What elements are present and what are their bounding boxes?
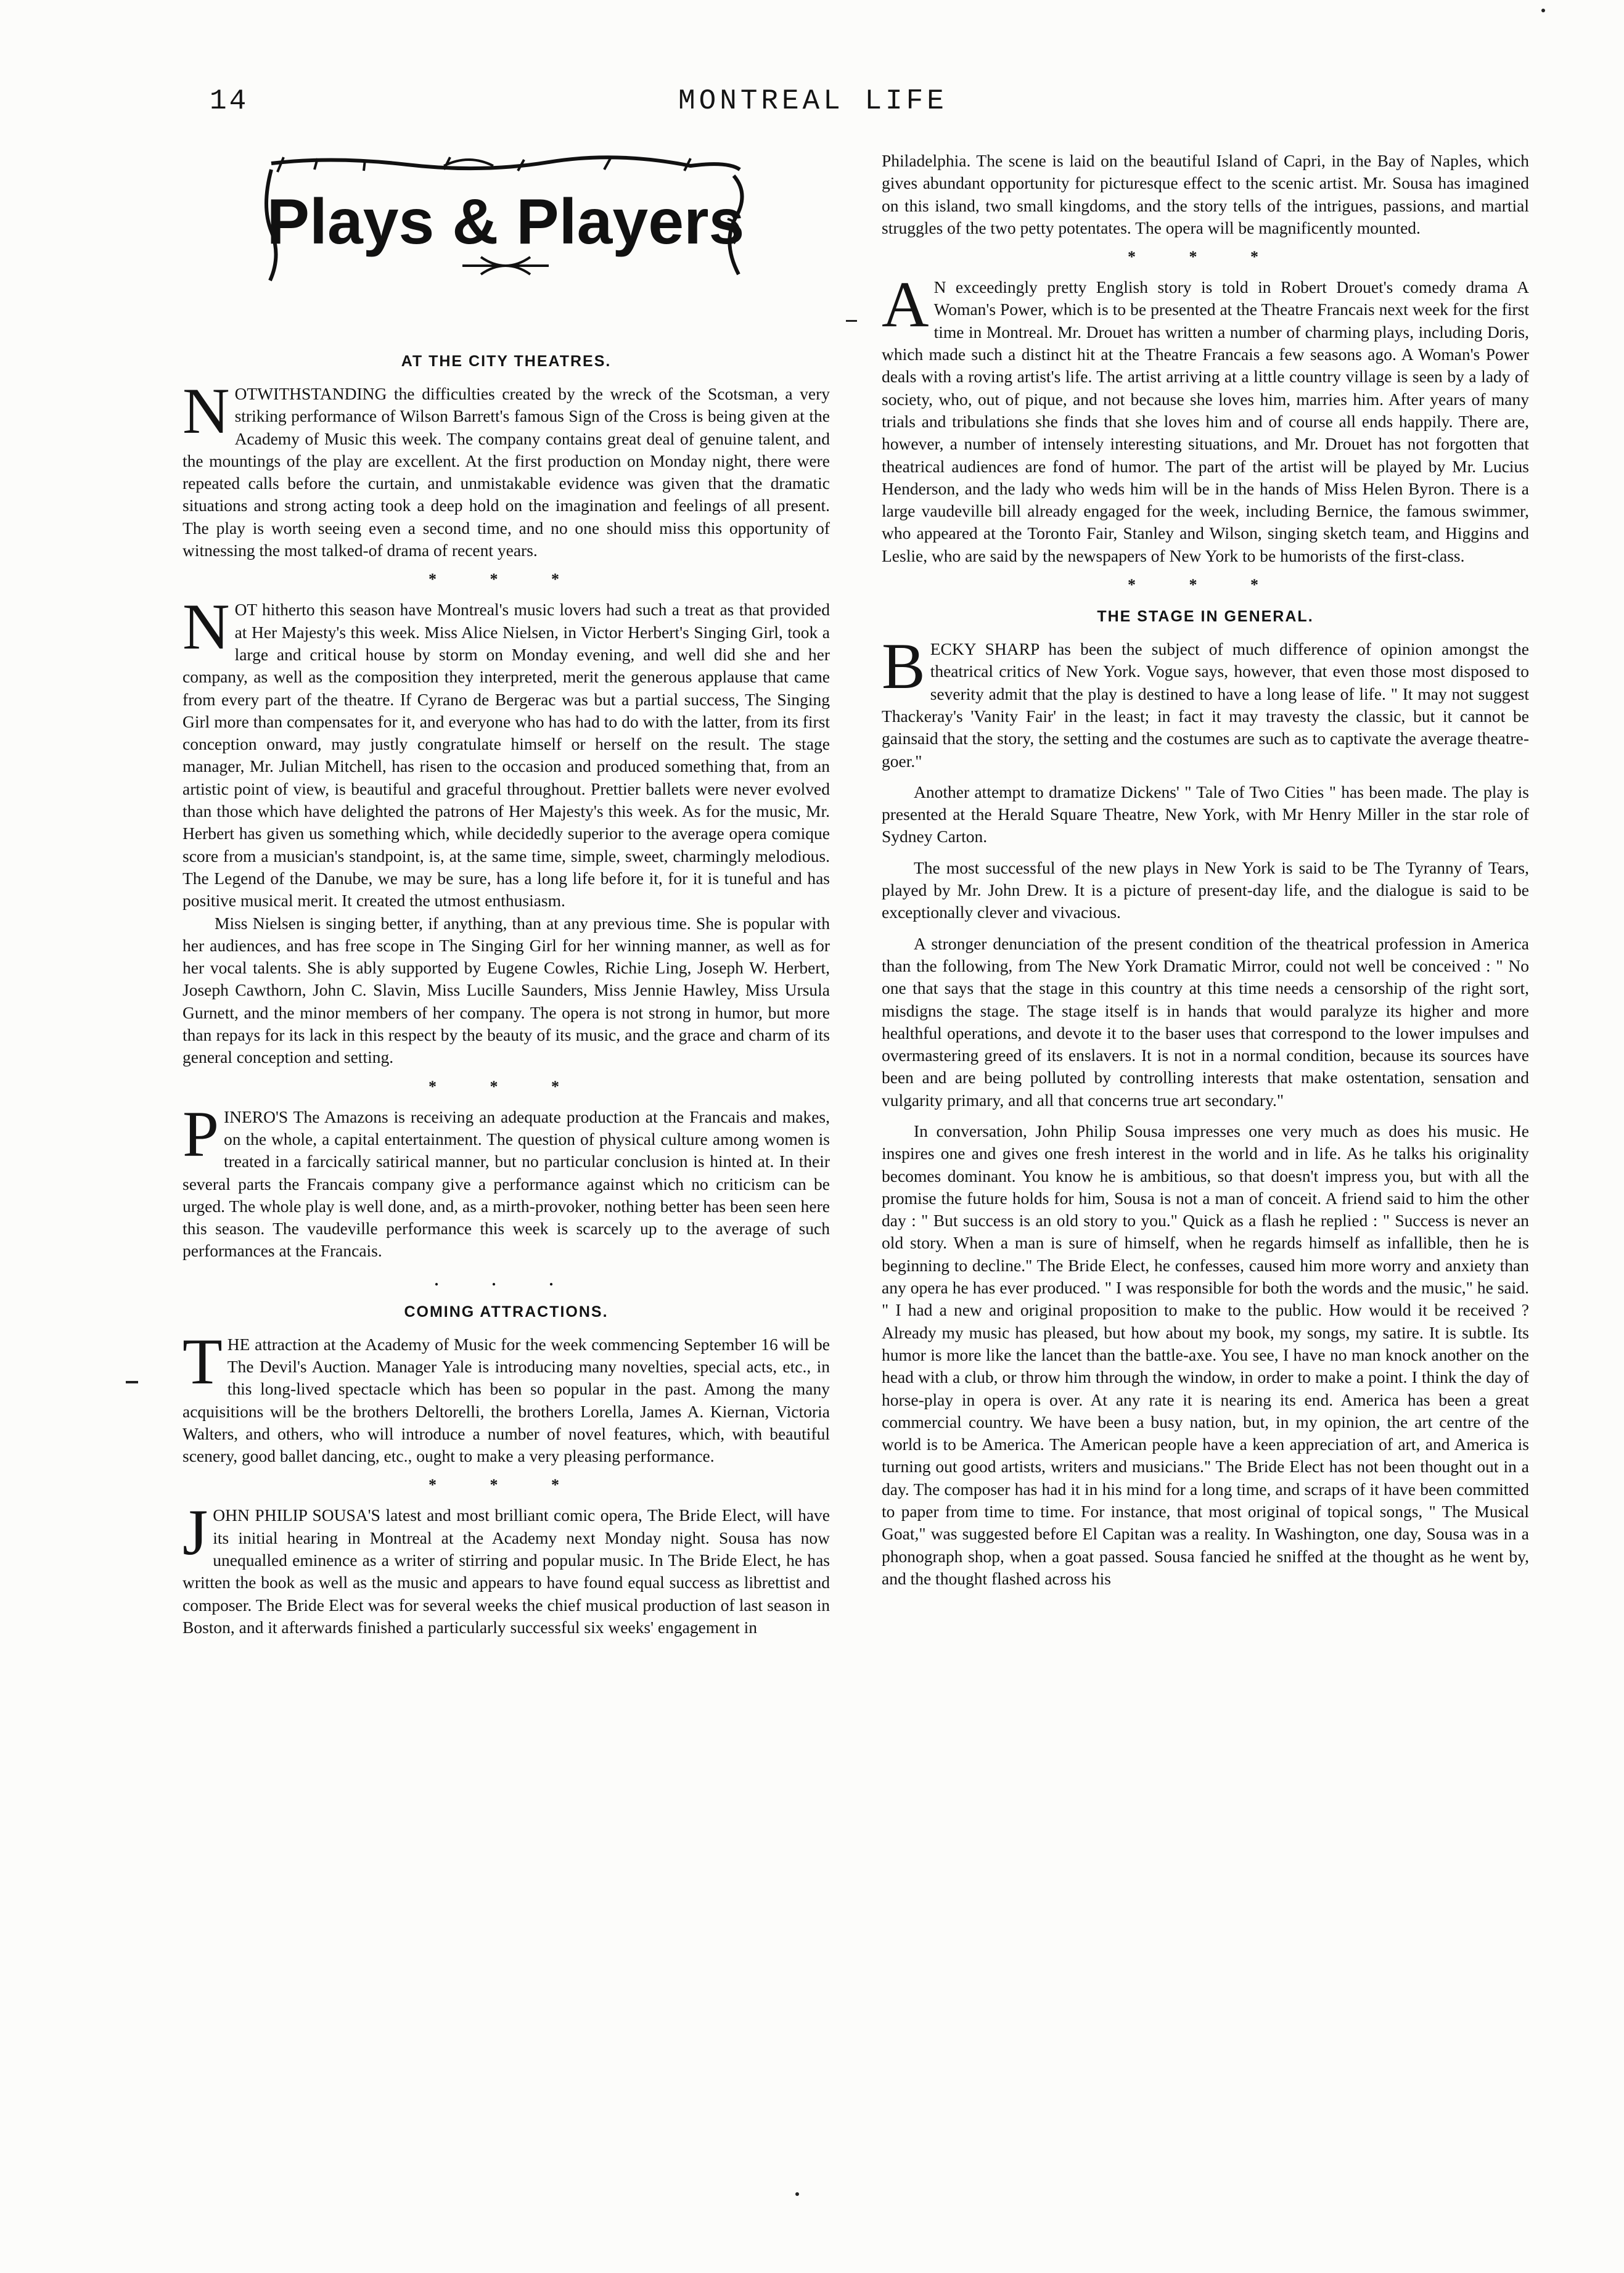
article-paragraph: AN exceedingly pretty English story is told in Robert Drouet's comedy drama A Woman's Power, which is to be presented at the Theatre Francais next week for the first time in Montreal. Mr. Drouet has written a number of charming plays, including Doris, which made such a distinct hit at the Theatre Francais a few seasons ago. A Woman's Power deals with a roving artist's life. The artist arriving at a little country village is seen by a lady of society, who, out of pique, and not because she loves him, marries him. After years of many trials and tribulations she finds that she loves him and of course all ends happily. There are, however, a number of intensely interesting situations, and Mr. Drouet has not forgotten that theatrical audiences are fond of humor. The part of the artist will be played by Mr. Lucius Henderson, and the lady who weds him will be in the hands of Miss Helen Byron. There is a large vaudeville bill already engaged for the week, including Bernice, the famous swimmer, who appeared at the Toronto Fair, Stanley and Wilson, singing sketch team, and Higgins and Leslie, who are said by the newspapers of New York to be humorists of the first-class. bbox=[882, 268, 1529, 565]
article-paragraph: Miss Nielsen is singing better, if anything, than at any previous time. She is popular with her audiences, and has free scope in The Singing Girl for her winning manner, as well as for her vocal talents. She is ably supported by Eugene Cowles, Richie Ling, Joseph W. Herbert, Joseph Cawthorn, John C. Slavin, Miss Lucille Saunders, Miss Jennie Hawley, Miss Ursula Gurnett, and the minor members of her company. The opera is not strong in humor, but more than repays for its lack in this respect by the beauty of its music, and the grace and charm of its general conception and setting. bbox=[182, 913, 830, 1067]
right-column bbox=[882, 150, 1529, 1590]
article-paragraph: NOT hitherto this season have Montreal's music lovers had such a treat as that provided at Her Majesty's this week. Miss Alice Nielsen, in Victor Herbert's Singing Girl, took a large and critical house by storm on Monday evening, and well did she and her company, as well as the composition they interpreted, merit the generous applause that came from every part of the theatre. If Cyrano de Bergerac was but a partial success, The Singing Girl more than compensates for it, and everyone who has had to do with the latter, from its first conception onward, may justly congratulate himself or herself on the result. The stage manager, Mr. Julian Mitchell, has risen to the occasion and produced something that, from an artistic point of view, is beautiful and graceful throughout. Prettier ballets were never evolved than those which have delighted the patrons of Her Majesty's this week. As for the music, Mr. Herbert has given us something which, while decidedly superior to the average opera comique score from a musician's standpoint, is, at the same time, simple, sweet, charmingly melodious. The Legend of the Danube, we may be sure, has a long life before it, for it is tuneful and has positive musical merit. It created the utmost enthusiasm. bbox=[182, 591, 830, 911]
section-divider: * * * bbox=[429, 1077, 584, 1096]
print-speck bbox=[795, 2192, 799, 2196]
article-paragraph: Another attempt to dramatize Dickens' " Tale of Two Cities " has been made. The play is presented at the Herald Square Theatre, New York, with Mr Henry Miller in the star role of Sydney Carton. bbox=[882, 782, 1529, 846]
article-paragraph: THE attraction at the Academy of Music for the week commencing September 16 will be The Devil's Auction. Manager Yale is introducing many novelties, special acts, etc., in this long-lived spectacle which has been so popular in the past. Among the many acquisitions will be the brothers Deltorelli, the brothers Lorella, James A. Kiernan, Victoria Walters, and others, who will introduce a number of novel features, which, with beautiful scenery, good ballet dancing, etc., ought to make a very pleasing performance. bbox=[182, 1325, 830, 1466]
section-heading: THE STAGE IN GENERAL. bbox=[1097, 608, 1314, 626]
article-paragraph: BECKY SHARP has been the subject of much difference of opinion amongst the theatrical critics of New York. Vogue says, however, that even those most disposed to severity admit that the play is destined to have a long lease of life. " It may not suggest Thackeray's 'Vanity Fair' in the least; in fact it may travesty the classic, but it cannot be gainsaid that the story, the setting and the costumes are such as to captivate the average theatre-goer." bbox=[882, 630, 1529, 771]
print-speck bbox=[846, 320, 857, 322]
article-paragraph: A stronger denunciation of the present condition of the theatrical profession in America than the following, from The New York Dramatic Mirror, could not well be conceived : " No one that says that the stage in this country at this time needs a censorship of the right sort, misdigns the stage. The stage itself is in hands that would paralyze its higher and more healthful operations, and devote it to the baser uses that correspond to the lower impulses and overmastering greed of its enslavers. It is not in a normal condition, because its sources have been and are being polluted by controlling interests that make ostentation, sensation and vulgarity primary, and all that concerns true art secondary." bbox=[882, 933, 1529, 1110]
running-title: MONTREAL LIFE bbox=[678, 85, 948, 117]
banner-title: Plays & Players bbox=[266, 186, 745, 258]
section-heading: AT THE CITY THEATRES. bbox=[401, 353, 612, 370]
page-number: 14 bbox=[210, 85, 249, 117]
article-paragraph: The most successful of the new plays in New York is said to be The Tyranny of Tears, played by Mr. John Drew. It is a picture of present-day life, and the dialogue is said to be exceptionally clever and vivacious. bbox=[882, 858, 1529, 922]
article-paragraph: NOTWITHSTANDING the difficulties created by the wreck of the Scotsman, a very striking performance of Wilson Barrett's famous Sign of the Cross is being given at the Academy of Music this week. The company contains great deal of genuine talent, and the mountings of the play are excellent. At the first production on Monday night, there were repeated calls before the curtain, and unmistakable evidence was given that the dramatic situations and strong acting took a deep hold on the imagination and feelings of all present. The play is worth seeing even a second time, and no one should miss this opportunity of witnessing the most talked-of drama of recent years. bbox=[182, 375, 830, 560]
print-speck bbox=[1541, 9, 1545, 12]
section-divider: * * * bbox=[1128, 248, 1283, 266]
section-divider: . . . bbox=[434, 1271, 578, 1289]
left-column bbox=[182, 339, 830, 1639]
article-paragraph: JOHN PHILIP SOUSA'S latest and most brilliant comic opera, The Bride Elect, will have its initial hearing in Montreal at the Academy next Monday night. Sousa has now unequalled eminence as a writer of stirring and popular music. In The Bride Elect, he has written the book as well as the music and appears to have found equal success as librettist and composer. The Bride Elect was for several weeks the chief musical production of last season in Boston, and it afterwards finished a particularly successful six weeks' engagement in bbox=[182, 1496, 830, 1637]
section-divider: * * * bbox=[1128, 576, 1283, 594]
article-paragraph: PINERO'S The Amazons is receiving an adequate production at the Francais and makes, on the whole, a capital entertainment. The question of physical culture among women is treated in a farcically satirical manner, but no particular conclusion is hinted at. In their several parts the Francais company give a performance against which no criticism can be urged. The whole play is well done, and, as a mirth-provoker, nothing better has been seen here this season. The vaudeville performance this week is scarcely up to the average of such performances at the Francais. bbox=[182, 1097, 830, 1261]
article-paragraph: In conversation, John Philip Sousa impresses one very much as does his music. He inspires one and gives one fresh interest in the world and in life. As he talks his originality becomes dominant. You know he is ambitious, so that doesn't impress you, but with all the promise the future holds for him, Sousa is not a man of conceit. A friend said to him the other day : " But success is an old story to you." Quick as a flash he replied : " Success is never an old story. When a man is sure of himself, when he regards himself as infallible, then he is beginning to decline." The Bride Elect, he confesses, caused him more worry and anxiety than any opera he has ever produced. " I was responsible for both the words and the music," he said. " I had a new and original proposition to make to the public. How would it be received ? Already my music has pleased, but how about my book, my songs, my satire. It is subtle. Its humor is more like the lancet than the battle-axe. You see, I have no man knock another on the head with a club, or throw him through the window, in order to make a point. I think the day of horse-play in opera is over. At any rate it is nearing its end. America has been a great commercial country. We have been a busy nation, but, in my opinion, the art centre of the world is to be America. The American people have a keen appreciation of art, and America is turning out good artists, writers and musicians." The Bride Elect has not been thought out in a day. The composer has had it in his mind for a long time, and scraps of it have been committed to paper from time to time. For instance, that most original of topical songs, " The Musical Goat," was suggested before El Capitan was a reality. In Washington, one day, Sousa was in a phonograph shop, when a goat passed. Sousa fancied he sniffed at the thought as he went by, and the thought flashed across his bbox=[882, 1121, 1529, 1588]
section-heading: COMING ATTRACTIONS. bbox=[404, 1303, 609, 1321]
section-banner bbox=[259, 151, 752, 293]
article-paragraph: Philadelphia. The scene is laid on the beautiful Island of Capri, in the Bay of Naples, which gives abundant opportunity for picturesque effect to the scenic artist. Mr. Sousa has imagined on this island, two small kingdoms, and the story tells of the intrigues, passions, and martial struggles of the two petty potentates. The opera will be magnificently mounted. bbox=[882, 151, 1529, 237]
banner-frame-ornament bbox=[259, 151, 752, 293]
section-divider: * * * bbox=[429, 1476, 584, 1494]
section-divider: * * * bbox=[429, 570, 584, 589]
print-speck bbox=[126, 1381, 138, 1383]
